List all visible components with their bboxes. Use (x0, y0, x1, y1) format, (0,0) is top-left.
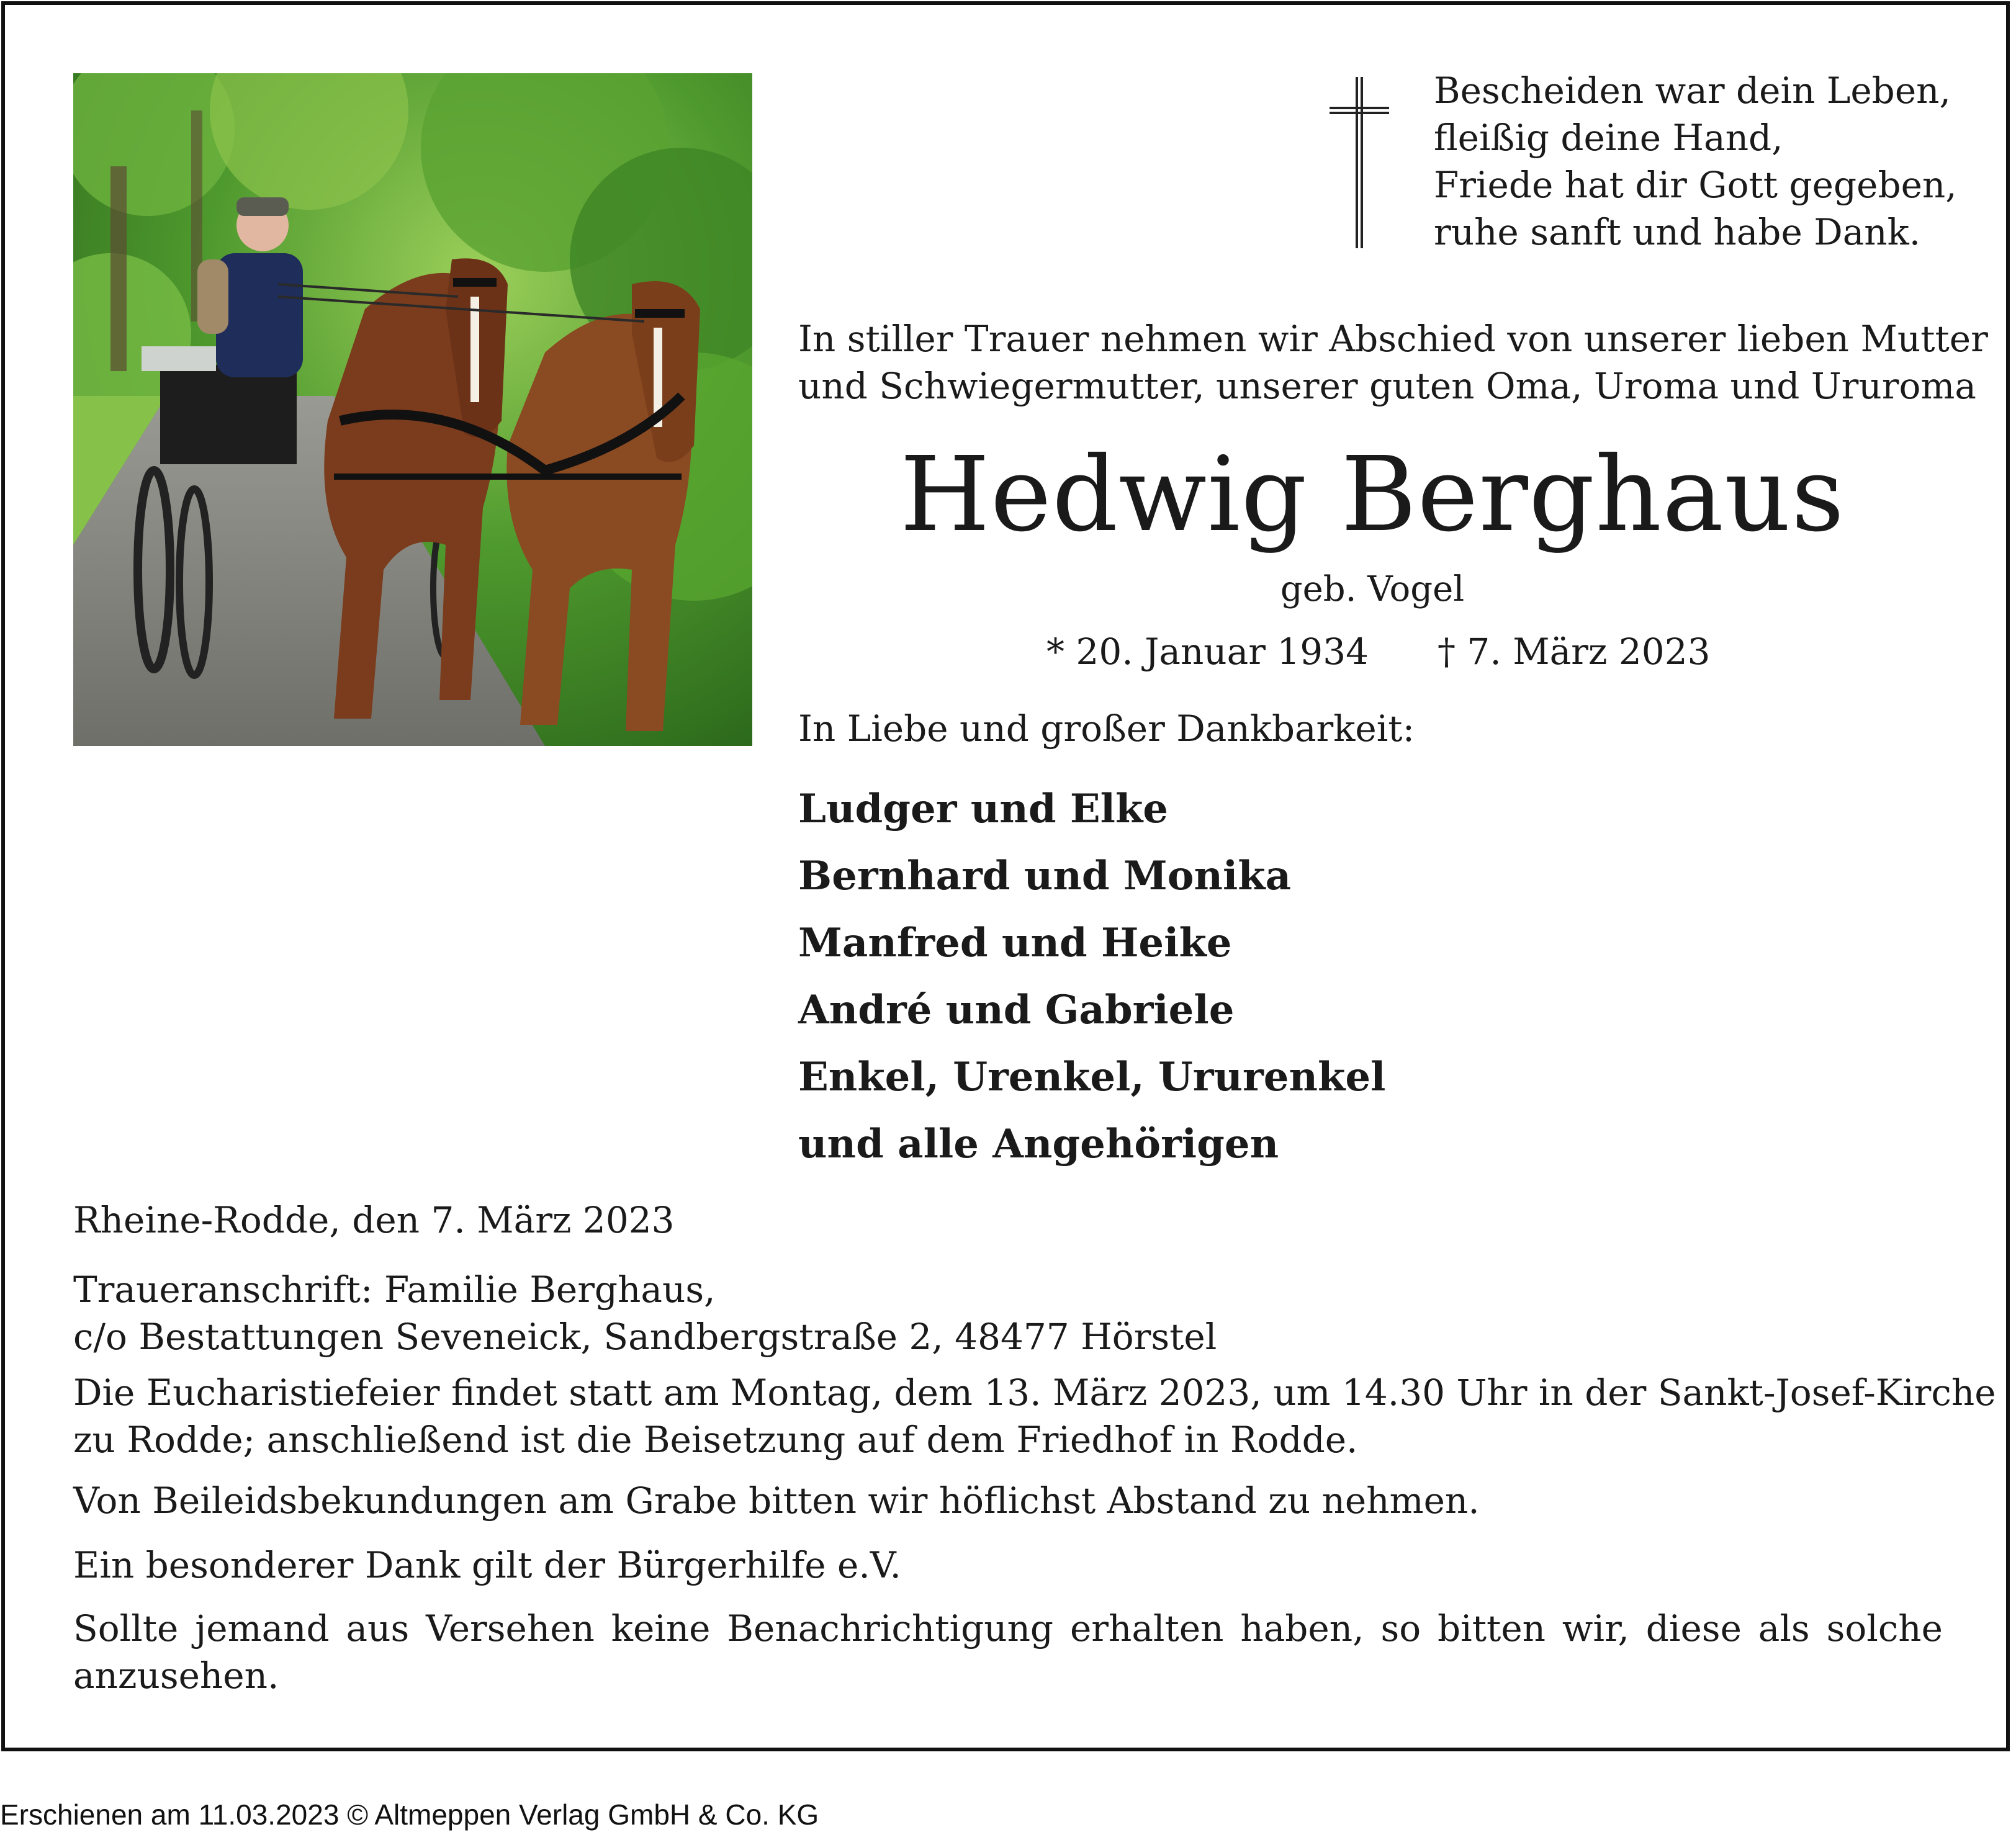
carriage-photo-image (73, 73, 752, 746)
verse-line: Bescheiden war dein Leben, (1434, 70, 1951, 112)
mourner-entry: Manfred und Heike (798, 920, 1232, 966)
verse-line: Friede hat dir Gott gegeben, (1434, 164, 1957, 206)
notification-notice (73, 1605, 1943, 1699)
special-thanks-text: Ein besonderer Dank gilt der Bürgerhilfe e.V. (73, 1544, 901, 1586)
notice-line: anzusehen. (73, 1655, 279, 1697)
death-date: † 7. März 2023 (1438, 631, 1711, 673)
cross-icon (1330, 77, 1389, 248)
mourner-entry: Ludger und Elke (798, 786, 1168, 832)
carriage-photo (73, 73, 752, 746)
mourning-intro (798, 315, 1988, 410)
mourner-entry: Bernhard und Monika (798, 853, 1292, 899)
condolence-request (73, 1477, 1943, 1524)
special-thanks (73, 1542, 1943, 1589)
birth-date: * 20. Januar 1934 (1046, 631, 1369, 673)
mourning-address (73, 1266, 1217, 1360)
condolence-text: Von Beileidsbekundungen am Grabe bitten wir höflichst Abstand zu nehmen. (73, 1480, 1480, 1522)
mass-line: zu Rodde; anschließend ist die Beisetzung auf dem Friedhof in Rodde. (73, 1419, 1358, 1461)
notice-line: Sollte jemand aus Versehen keine Benachrichtigung erhalten haben, so bitten wir, diese als solche (73, 1607, 1943, 1650)
deceased-name: Hedwig Berghaus (899, 435, 1845, 555)
verse-line: ruhe sanft und habe Dank. (1434, 211, 1921, 253)
mourner-entry: André und Gabriele (798, 987, 1235, 1033)
verse-line: fleißig deine Hand, (1434, 117, 1783, 159)
mourner-entry: und alle Angehörigen (798, 1121, 1279, 1167)
place-and-date: Rheine-Rodde, den 7. März 2023 (73, 1199, 675, 1241)
mourner-entry: Enkel, Urenkel, Ururenkel (798, 1054, 1386, 1100)
memorial-verse (1434, 67, 1992, 256)
gratitude-line: In Liebe und großer Dankbarkeit: (798, 707, 1415, 750)
address-line: Traueranschrift: Familie Berghaus, (73, 1268, 716, 1311)
intro-line: und Schwiegermutter, unserer guten Oma, Uroma und Ururoma (798, 365, 1976, 407)
mass-line: Die Eucharistiefeier findet statt am Montag, dem 13. März 2023, um 14.30 Uhr in der Sankt-Josef-Kirche (73, 1372, 1996, 1414)
funeral-mass-info (73, 1369, 1996, 1463)
address-line: c/o Bestattungen Seveneick, Sandbergstraße 2, 48477 Hörstel (73, 1316, 1217, 1358)
intro-line: In stiller Trauer nehmen wir Abschied von unserer lieben Mutter (798, 318, 1988, 360)
mourners-list (798, 776, 1385, 1178)
cross-icon-graphic (1330, 77, 1389, 248)
birth-name: geb. Vogel (1280, 569, 1465, 609)
publication-footer: Erschienen am 11.03.2023 © Altmeppen Verlag GmbH & Co. KG (0, 1798, 819, 1831)
